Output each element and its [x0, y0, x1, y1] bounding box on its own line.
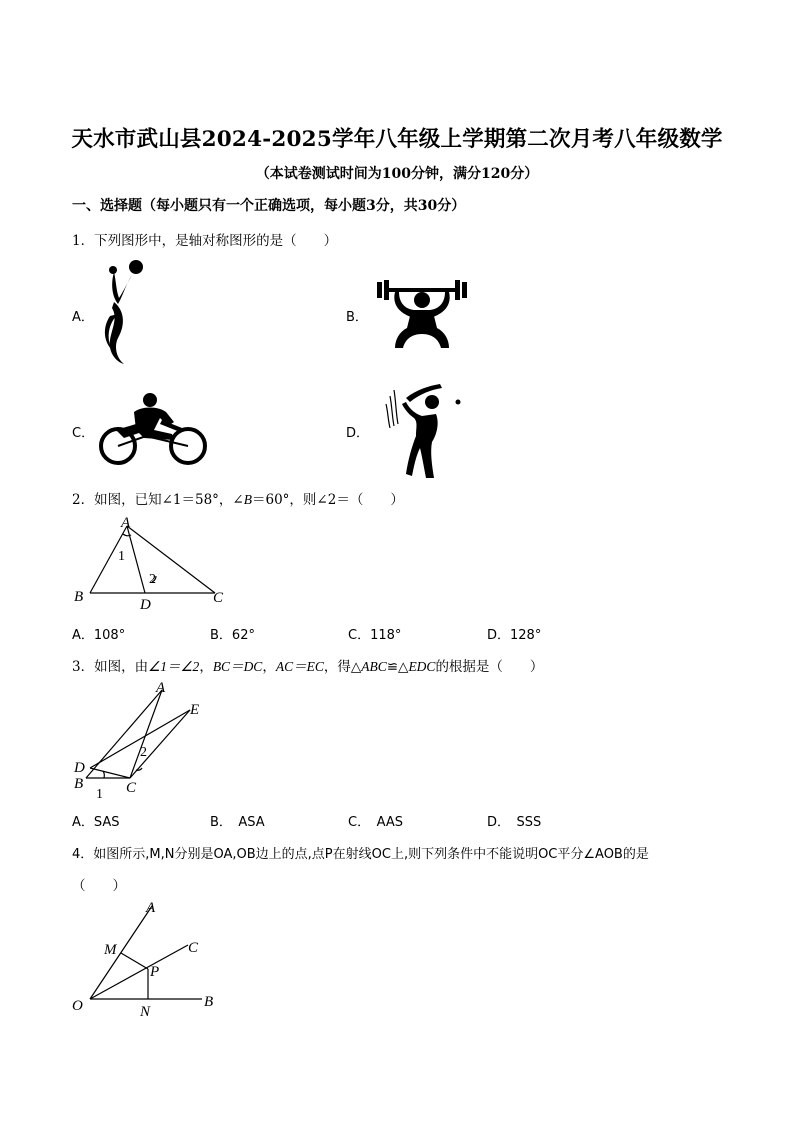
q1-option-d-label: D．	[346, 426, 370, 441]
q3-segment-ac	[130, 690, 162, 778]
question-3-stem	[72, 655, 543, 675]
q3-label-b: B	[74, 776, 84, 792]
page-title: 天水市武山县2024-2025学年八年级上学期第二次月考八年级数学	[71, 127, 723, 152]
q3-stem-part-g: ，得△	[323, 659, 362, 675]
q3-stem-part-a: 3．如图，由	[72, 659, 149, 675]
q4-segment-mp	[121, 953, 148, 969]
question-4-stem-line-2: （ ）	[72, 878, 126, 894]
basketball-player-icon	[100, 258, 150, 368]
q3-label-d: D	[74, 760, 85, 776]
q3-stem-part-i: ≌△	[386, 659, 409, 675]
q3-stem-part-e: ，	[262, 659, 276, 675]
q2-stem-b: B	[243, 492, 252, 507]
q3-stem-part-k: 的根据是（ ）	[435, 659, 544, 675]
q2-stem-rest: ＝60°，则∠2＝（ ）	[251, 492, 404, 508]
q3-stem-part-c: ，	[199, 659, 213, 675]
q2-label-angle-1: 1	[118, 549, 125, 564]
q3-stem-part-b: ∠1＝∠2	[148, 659, 200, 674]
q3-angle-1-arc	[103, 771, 104, 778]
q2-option-d[interactable]: D．128°	[487, 628, 542, 643]
question-2-stem	[72, 488, 404, 508]
q2-option-a[interactable]: A．108°	[72, 628, 126, 643]
cyclist-icon	[96, 390, 210, 466]
q3-label-e: E	[190, 702, 200, 718]
q2-triangle-figure	[70, 512, 240, 612]
section-heading: 一、选择题（每小题只有一个正确选项，每小题3分，共30分）	[72, 198, 466, 214]
q2-option-c[interactable]: C．118°	[348, 628, 402, 643]
q2-option-b[interactable]: B．62°	[210, 628, 255, 643]
q3-segment-dc	[90, 768, 130, 778]
q3-option-d[interactable]: D． SSS	[487, 815, 542, 830]
question-4-stem-line-1: 4．如图所示,M,N分别是OA,OB边上的点,点P在射线OC上,则下列条件中不能说明OC平分∠AOB的是	[72, 847, 649, 862]
q4-angle-bisector-figure	[70, 898, 230, 1018]
q2-label-angle-2: 2	[149, 572, 156, 587]
q1-option-c-label: C．	[72, 426, 95, 441]
q2-label-b: B	[74, 589, 84, 605]
q3-label-angle-1: 1	[96, 787, 103, 802]
question-1-stem: 1．下列图形中，是轴对称图形的是（ ）	[72, 233, 338, 249]
q3-stem-part-f: AC＝EC	[275, 659, 324, 674]
q4-label-p: P	[150, 964, 160, 980]
q3-option-b[interactable]: B． ASA	[210, 815, 265, 830]
q3-option-c[interactable]: C． AAS	[348, 815, 403, 830]
q3-stem-part-d: BC＝DC	[212, 659, 263, 674]
q4-label-o: O	[72, 998, 83, 1014]
q4-label-b: B	[204, 994, 214, 1010]
weightlifter-icon	[375, 278, 469, 350]
q4-label-n: N	[140, 1004, 151, 1018]
q3-label-c: C	[126, 780, 137, 796]
q3-label-a: A	[156, 680, 166, 696]
baseball-batter-icon	[376, 380, 462, 480]
q3-triangles-figure	[70, 678, 220, 802]
q3-segment-ab	[86, 690, 162, 778]
q3-stem-part-j: EDC	[408, 659, 436, 674]
q2-segment-ac	[127, 526, 215, 593]
q2-label-c: C	[213, 590, 224, 606]
q1-option-a-label: A．	[72, 310, 94, 325]
q3-segment-ec	[130, 710, 190, 778]
q3-label-angle-2: 2	[140, 745, 147, 760]
q4-label-m: M	[104, 942, 117, 958]
q1-option-b-label: B．	[346, 310, 368, 325]
q4-ray-oa	[90, 906, 152, 999]
q2-label-d: D	[140, 597, 151, 612]
q3-option-a[interactable]: A．SAS	[72, 815, 120, 830]
exam-subtitle: （本试卷测试时间为100分钟，满分120分）	[255, 166, 539, 182]
q3-stem-part-h: ABC	[361, 659, 387, 674]
q2-label-a: A	[121, 515, 131, 531]
q2-stem-prefix: 2．如图，已知∠1＝58°，∠	[72, 492, 244, 508]
q4-label-c: C	[188, 940, 199, 956]
q4-label-a: A	[146, 900, 156, 916]
